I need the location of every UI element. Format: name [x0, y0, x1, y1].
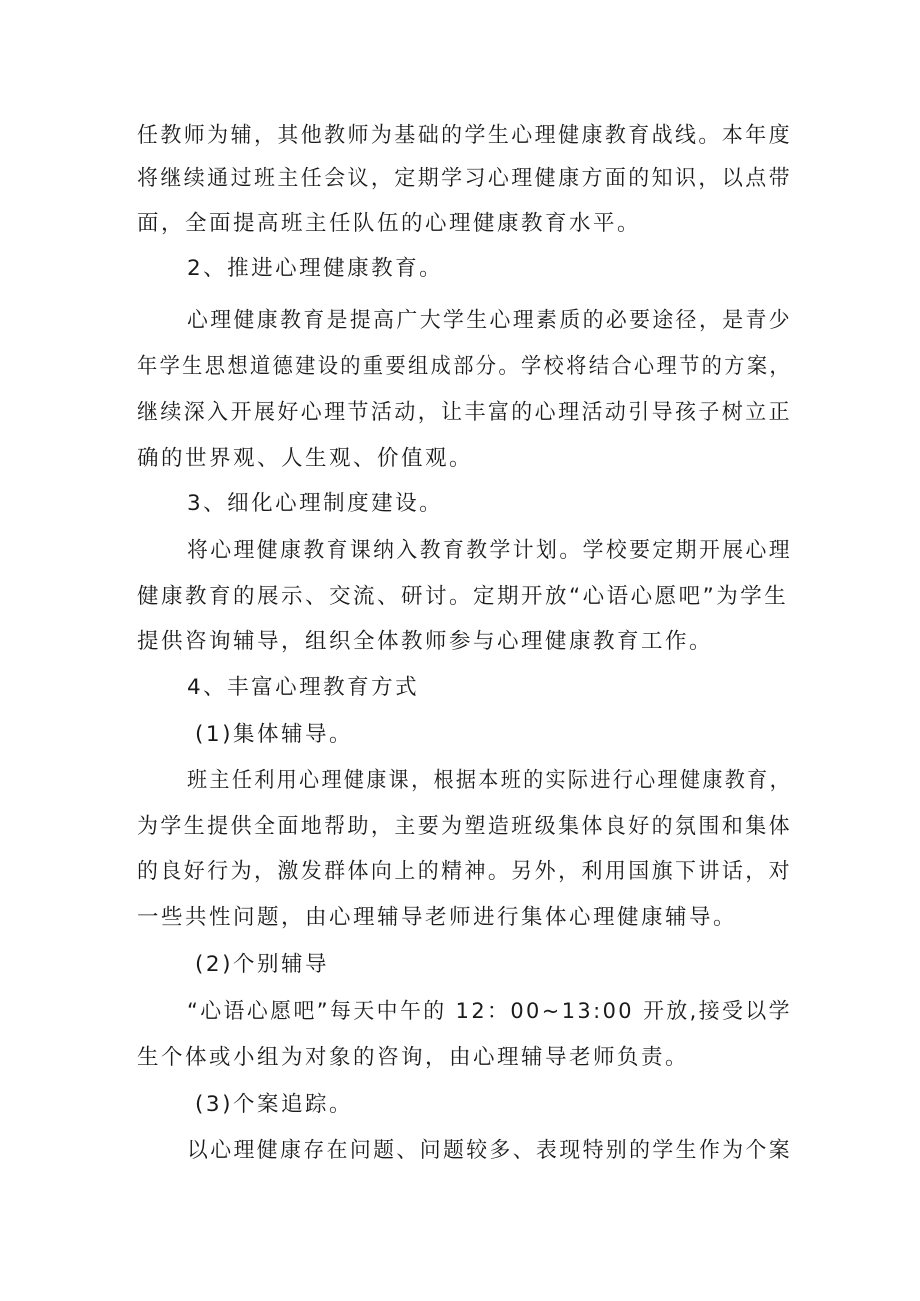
text-line: 面，全面提高班主任队伍的心理健康教育水平。 [137, 211, 642, 236]
text-line: 任教师为辅，其他教师为基础的学生心理健康教育战线。本年度 [137, 123, 793, 148]
section-heading: 2、推进心理健康教育。 [187, 256, 444, 281]
text-line: 一些共性问题，由心理辅导老师进行集体心理健康辅导。 [137, 905, 738, 930]
text-line: 继续深入开展好心理节活动，让丰富的心理活动引导孩子树立正 [137, 400, 793, 425]
text-line: 年学生思想道德建设的重要组成部分。学校将结合心理节的方案， [137, 354, 793, 379]
text-line: 心理健康教育是提高广大学生心理素质的必要途径，是青少 [187, 308, 793, 333]
section-heading: 4、丰富心理教育方式 [187, 675, 420, 700]
text-line: 将心理健康教育课纳入教育教学计划。学校要定期开展心理 [187, 538, 793, 563]
text-line: 提供咨询辅导，组织全体教师参与心理健康教育工作。 [137, 629, 714, 654]
text-line: 健康教育的展示、交流、研讨。定期开放“心语心愿吧”为学生 [137, 584, 789, 609]
text-line: 的良好行为，激发群体向上的精神。另外，利用国旗下讲话，对 [137, 859, 793, 884]
subsection-heading: (3)个案追踪。 [195, 1092, 353, 1117]
subsection-heading: (2)个别辅导 [195, 952, 329, 977]
text-line: 班主任利用心理健康课，根据本班的实际进行心理健康教育， [187, 768, 792, 793]
text-line: 以心理健康存在问题、问题较多、表现特别的学生作为个案 [187, 1138, 793, 1163]
text-line: 确的世界观、人生观、价值观。 [137, 446, 474, 471]
text-line: 为学生提供全面地帮助，主要为塑造班级集体良好的氛围和集体 [137, 814, 793, 839]
text-line: 将继续通过班主任会议，定期学习心理健康方面的知识，以点带 [137, 166, 793, 191]
text-line: 生个体或小组为对象的咨询，由心理辅导老师负责。 [137, 1045, 690, 1070]
section-heading: 3、细化心理制度建设。 [187, 491, 444, 516]
text-line: “心语心愿吧”每天中午的 12：00~13:00 开放,接受以学 [187, 999, 792, 1024]
subsection-heading: (1)集体辅导。 [195, 722, 353, 747]
